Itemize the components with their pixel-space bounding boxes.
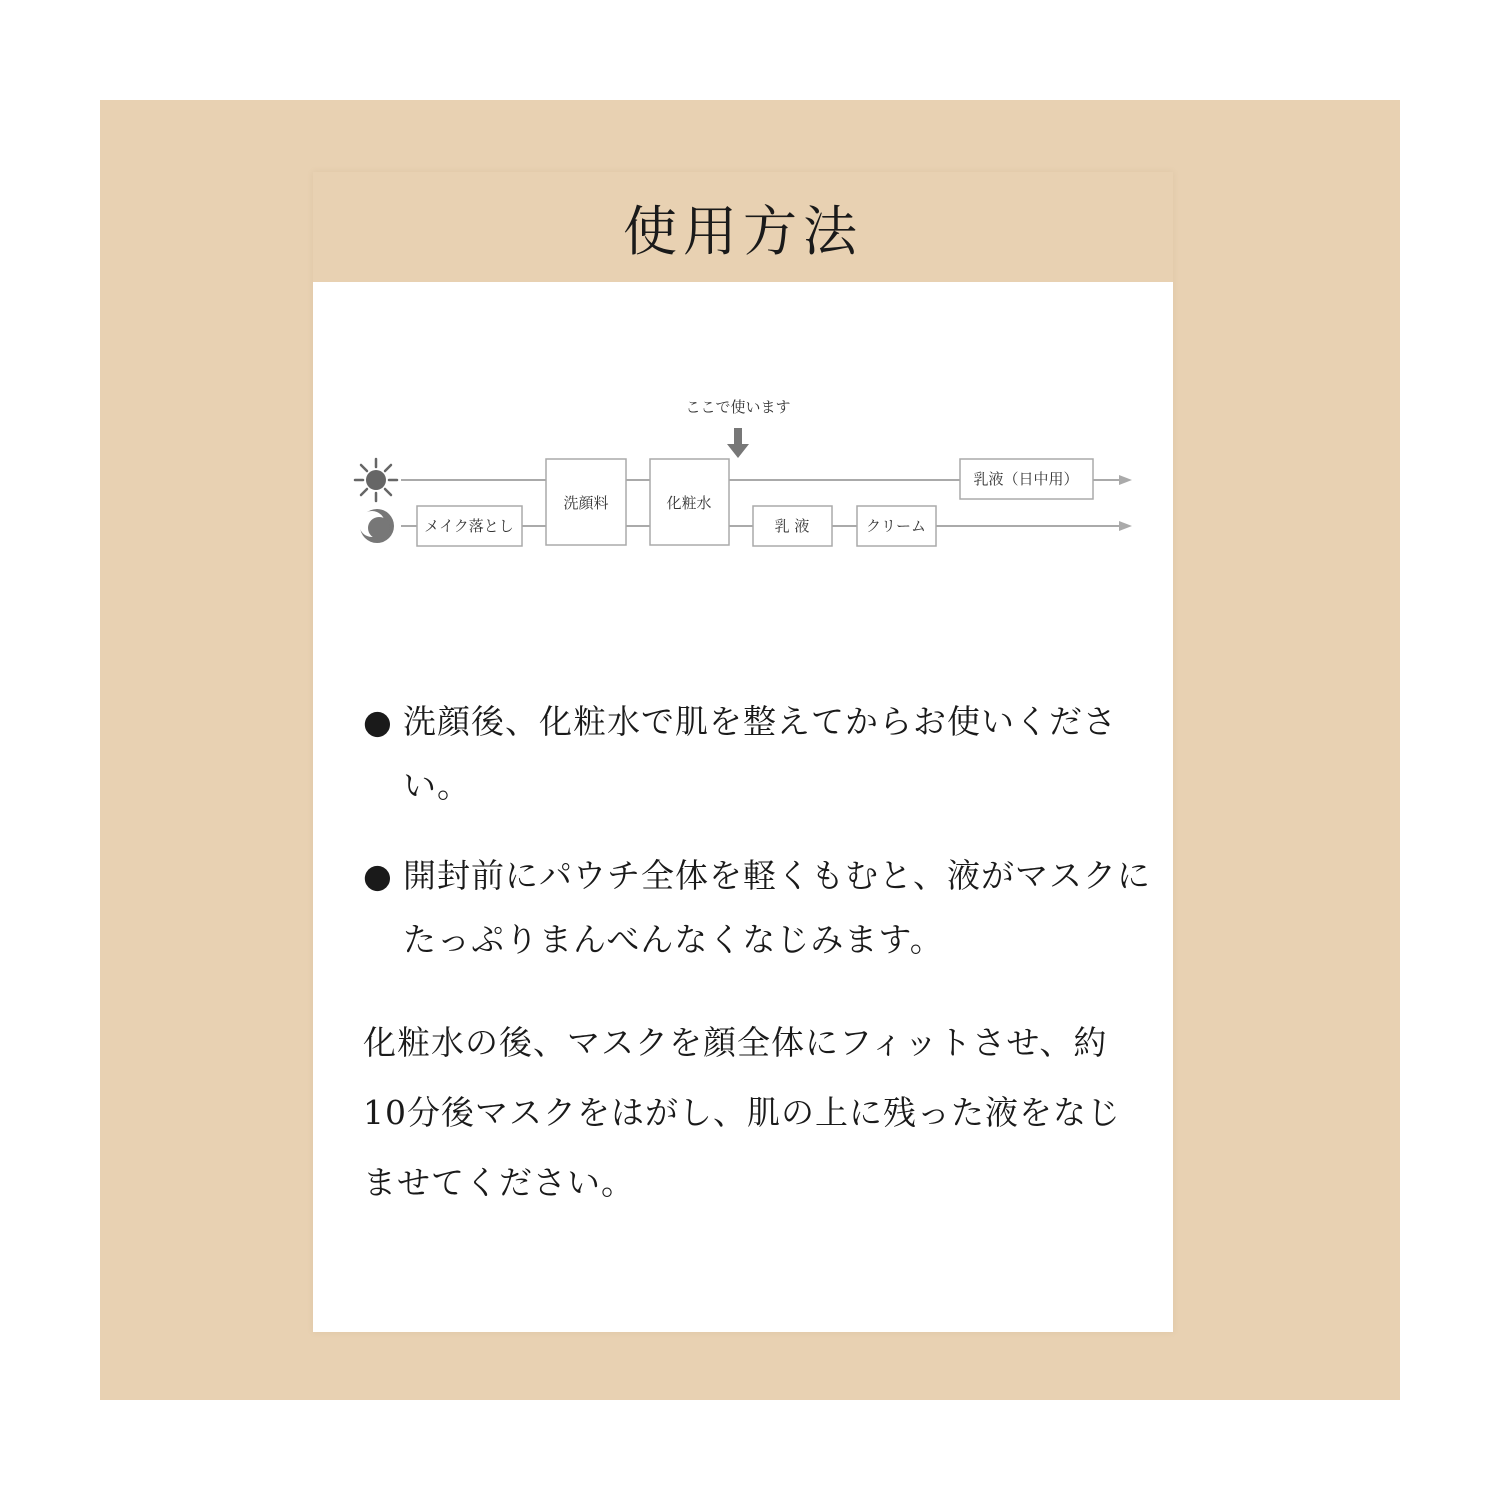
step-lotion-label: 乳 液 [774, 517, 810, 535]
note-item [363, 844, 1173, 972]
morning-arrow-icon [1119, 475, 1132, 485]
instruction-paragraph: 化粧水の後、マスクを顔全体にフィットさせ、約10分後マスクをはがし、肌の上に残った液をなじませてください。 [363, 1023, 1121, 1202]
step-face-wash-label: 洗顔料 [563, 494, 609, 512]
bullet-icon: ● [363, 856, 393, 895]
bullet-icon: ● [363, 702, 393, 741]
note-text: 洗顔後、化粧水で肌を整えてからお使いください。 [403, 702, 1117, 805]
step-toner-label: 化粧水 [666, 494, 712, 512]
step-day-lotion-label: 乳液（日中用） [973, 470, 1079, 488]
callout-arrow-icon [727, 428, 749, 458]
note-item [363, 690, 1173, 818]
step-cream-label: クリーム [865, 517, 927, 535]
note-text: 開封前にパウチ全体を軽くもむと、液がマスクにたっぷりまんべんなくなじみます。 [403, 856, 1151, 959]
skincare-flow-diagram [353, 392, 1133, 552]
moon-icon [359, 509, 394, 543]
page-title: 使用方法 [623, 199, 863, 263]
night-arrow-icon [1119, 521, 1132, 531]
callout-label: ここで使います [685, 398, 791, 416]
usage-card [313, 172, 1173, 1332]
sun-icon [355, 459, 397, 501]
step-makeup-removal-label: メイク落とし [424, 517, 514, 535]
card-header [313, 172, 1173, 282]
